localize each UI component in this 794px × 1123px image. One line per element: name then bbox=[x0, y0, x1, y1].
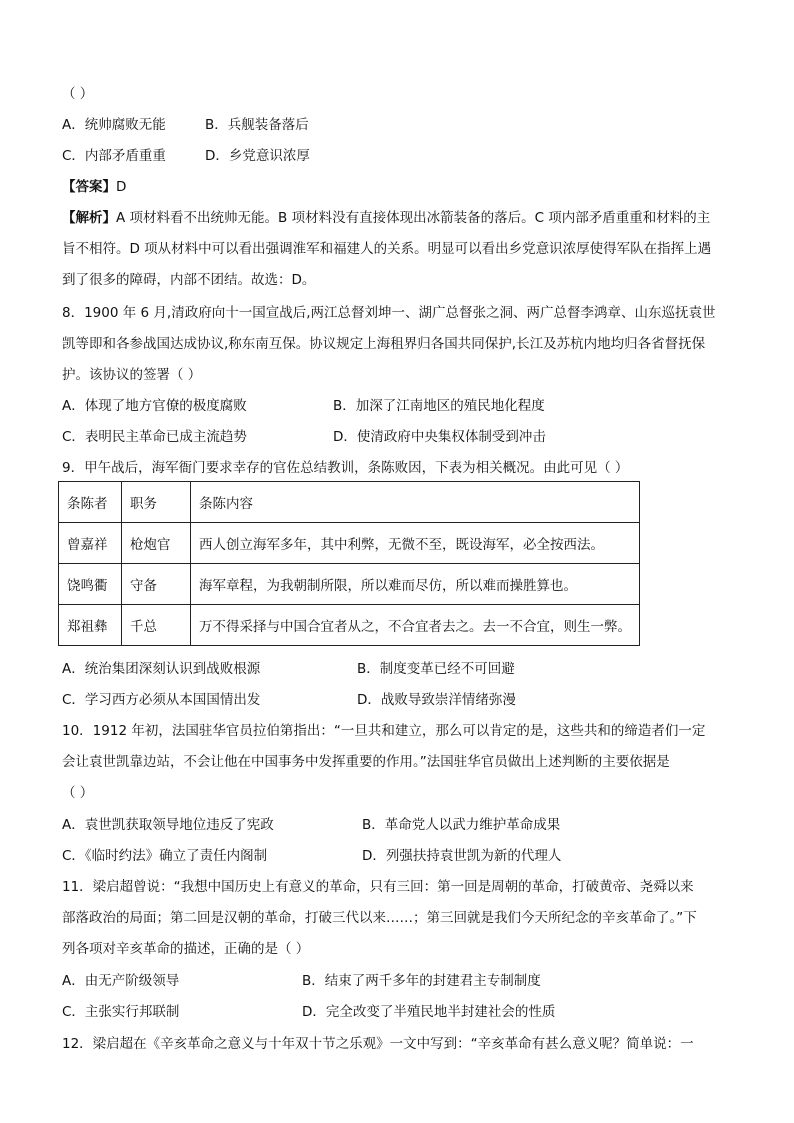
table-cell: 枪炮官 bbox=[122, 523, 191, 564]
table-cell: 守备 bbox=[122, 564, 191, 605]
q10-stem-line-3: （ ） bbox=[62, 785, 94, 801]
q8-option-c: C．表明民主革命已成主流趋势 bbox=[62, 429, 247, 445]
q10-stem-line-1: 10．1912 年初，法国驻华官员拉伯第指出：“一旦共和建立，那么可以肯定的是，这些共和的缔造者们一定 bbox=[62, 723, 706, 739]
q11-option-b: B．结束了两千多年的封建君主专制制度 bbox=[302, 973, 541, 989]
q11-stem-line-1: 11．梁启超曾说：“我想中国历史上有意义的革命，只有三回：第一回是周朝的革命，打破黄帝、尧舜以来 bbox=[62, 879, 694, 895]
table-header-cell: 职务 bbox=[122, 482, 191, 523]
q9-option-c: C．学习西方必须从本国国情出发 bbox=[62, 692, 261, 708]
q9-option-a: A．统治集团深刻认识到战败根源 bbox=[62, 661, 261, 677]
q9-table bbox=[58, 481, 640, 646]
analysis-label: 【解析】 bbox=[62, 210, 116, 226]
table-row bbox=[59, 564, 640, 605]
q10-option-b: B．革命党人以武力维护革命成果 bbox=[362, 817, 561, 833]
q9-stem: 9．甲午战后，海军衙门要求幸存的官佐总结教训，条陈败因，下表为相关概况。由此可见（ ） bbox=[62, 460, 629, 476]
q9-option-d: D．战败导致崇洋情绪弥漫 bbox=[357, 692, 516, 708]
table-cell: 曾嘉祥 bbox=[59, 523, 122, 564]
q7-option-b: B．兵舰装备落后 bbox=[205, 117, 309, 133]
q7-answer bbox=[62, 177, 734, 197]
q8-stem-line-2: 凯等即和各参战国达成协议,称东南互保。协议规定上海租界归各国共同保护,长江及苏杭内地均归各省督抚保 bbox=[62, 336, 706, 352]
table-cell: 海军章程，为我朝制所限，所以难而尽仿，所以难而操胜算也。 bbox=[191, 564, 640, 605]
table-row bbox=[59, 605, 640, 646]
q8-option-d: D．使清政府中央集权体制受到冲击 bbox=[333, 429, 546, 445]
q10-option-d: D．列强扶持袁世凯为新的代理人 bbox=[362, 848, 562, 864]
q9-option-b: B．制度变革已经不可回避 bbox=[357, 661, 515, 677]
table-cell: 郑祖彝 bbox=[59, 605, 122, 646]
q7-analysis-line-3: 到了很多的障碍，内部不团结。故选：D。 bbox=[62, 272, 316, 288]
q12-stem-line-1: 12．梁启超在《辛亥革命之意义与十年双十节之乐观》一文中写到：“辛亥革命有甚么意义呢？简单说：一 bbox=[62, 1036, 694, 1052]
table-row bbox=[59, 523, 640, 564]
table-cell: 万不得采择与中国合宜者从之，不合宜者去之。去一不合宜，则生一弊。 bbox=[191, 605, 640, 646]
q7-option-d: D．乡党意识浓厚 bbox=[205, 148, 310, 164]
q11-option-a: A．由无产阶级领导 bbox=[62, 973, 180, 989]
q7-analysis-line-1 bbox=[62, 208, 734, 228]
table-cell: 西人创立海军多年，其中利弊，无微不至，既设海军，必全按西法。 bbox=[191, 523, 640, 564]
answer-value: D bbox=[116, 179, 127, 195]
q11-option-c: C．主张实行邦联制 bbox=[62, 1004, 180, 1020]
q10-stem-line-2: 会让袁世凯靠边站，不会让他在中国事务中发挥重要的作用。”法国驻华官员做出上述判断的主要依据是 bbox=[62, 754, 670, 770]
q10-option-c: C．《临时约法》确立了责任内阁制 bbox=[62, 848, 268, 864]
table-header-cell: 条陈内容 bbox=[191, 482, 640, 523]
q8-stem-line-3: 护。该协议的签署（ ） bbox=[62, 367, 202, 383]
q7-answer-bracket: （ ） bbox=[62, 86, 94, 102]
q10-option-a: A．袁世凯获取领导地位违反了宪政 bbox=[62, 817, 274, 833]
q8-option-b: B．加深了江南地区的殖民地化程度 bbox=[333, 398, 545, 414]
q11-option-d: D．完全改变了半殖民地半封建社会的性质 bbox=[302, 1004, 556, 1020]
q7-option-a: A．统帅腐败无能 bbox=[62, 117, 166, 133]
q7-analysis-line-2: 旨不相符。D 项从材料中可以看出强调淮军和福建人的关系。明显可以看出乡党意识浓厚使得军队在指挥上遇 bbox=[62, 241, 712, 257]
table-cell: 千总 bbox=[122, 605, 191, 646]
table-header-cell: 条陈者 bbox=[59, 482, 122, 523]
q7-option-c: C．内部矛盾重重 bbox=[62, 148, 166, 164]
q8-stem-line-1: 8．1900 年 6 月,清政府向十一国宣战后,两江总督刘坤一、湖广总督张之洞、两广总督李鸿章、山东巡抚袁世 bbox=[62, 305, 716, 321]
table-cell: 饶鸣衢 bbox=[59, 564, 122, 605]
q8-option-a: A．体现了地方官僚的极度腐败 bbox=[62, 398, 247, 414]
q11-stem-line-3: 列各项对辛亥革命的描述，正确的是（ ） bbox=[62, 941, 310, 957]
analysis-text: A 项材料看不出统帅无能。B 项材料没有直接体现出冰箭装备的落后。C 项内部矛盾重重和材料的主 bbox=[116, 210, 711, 226]
q11-stem-line-2: 部落政治的局面；第二回是汉朝的革命，打破三代以来……；第三回就是我们今天所纪念的辛亥革命了。”下 bbox=[62, 910, 697, 926]
answer-label: 【答案】 bbox=[62, 179, 116, 195]
table-header-row bbox=[59, 482, 640, 523]
